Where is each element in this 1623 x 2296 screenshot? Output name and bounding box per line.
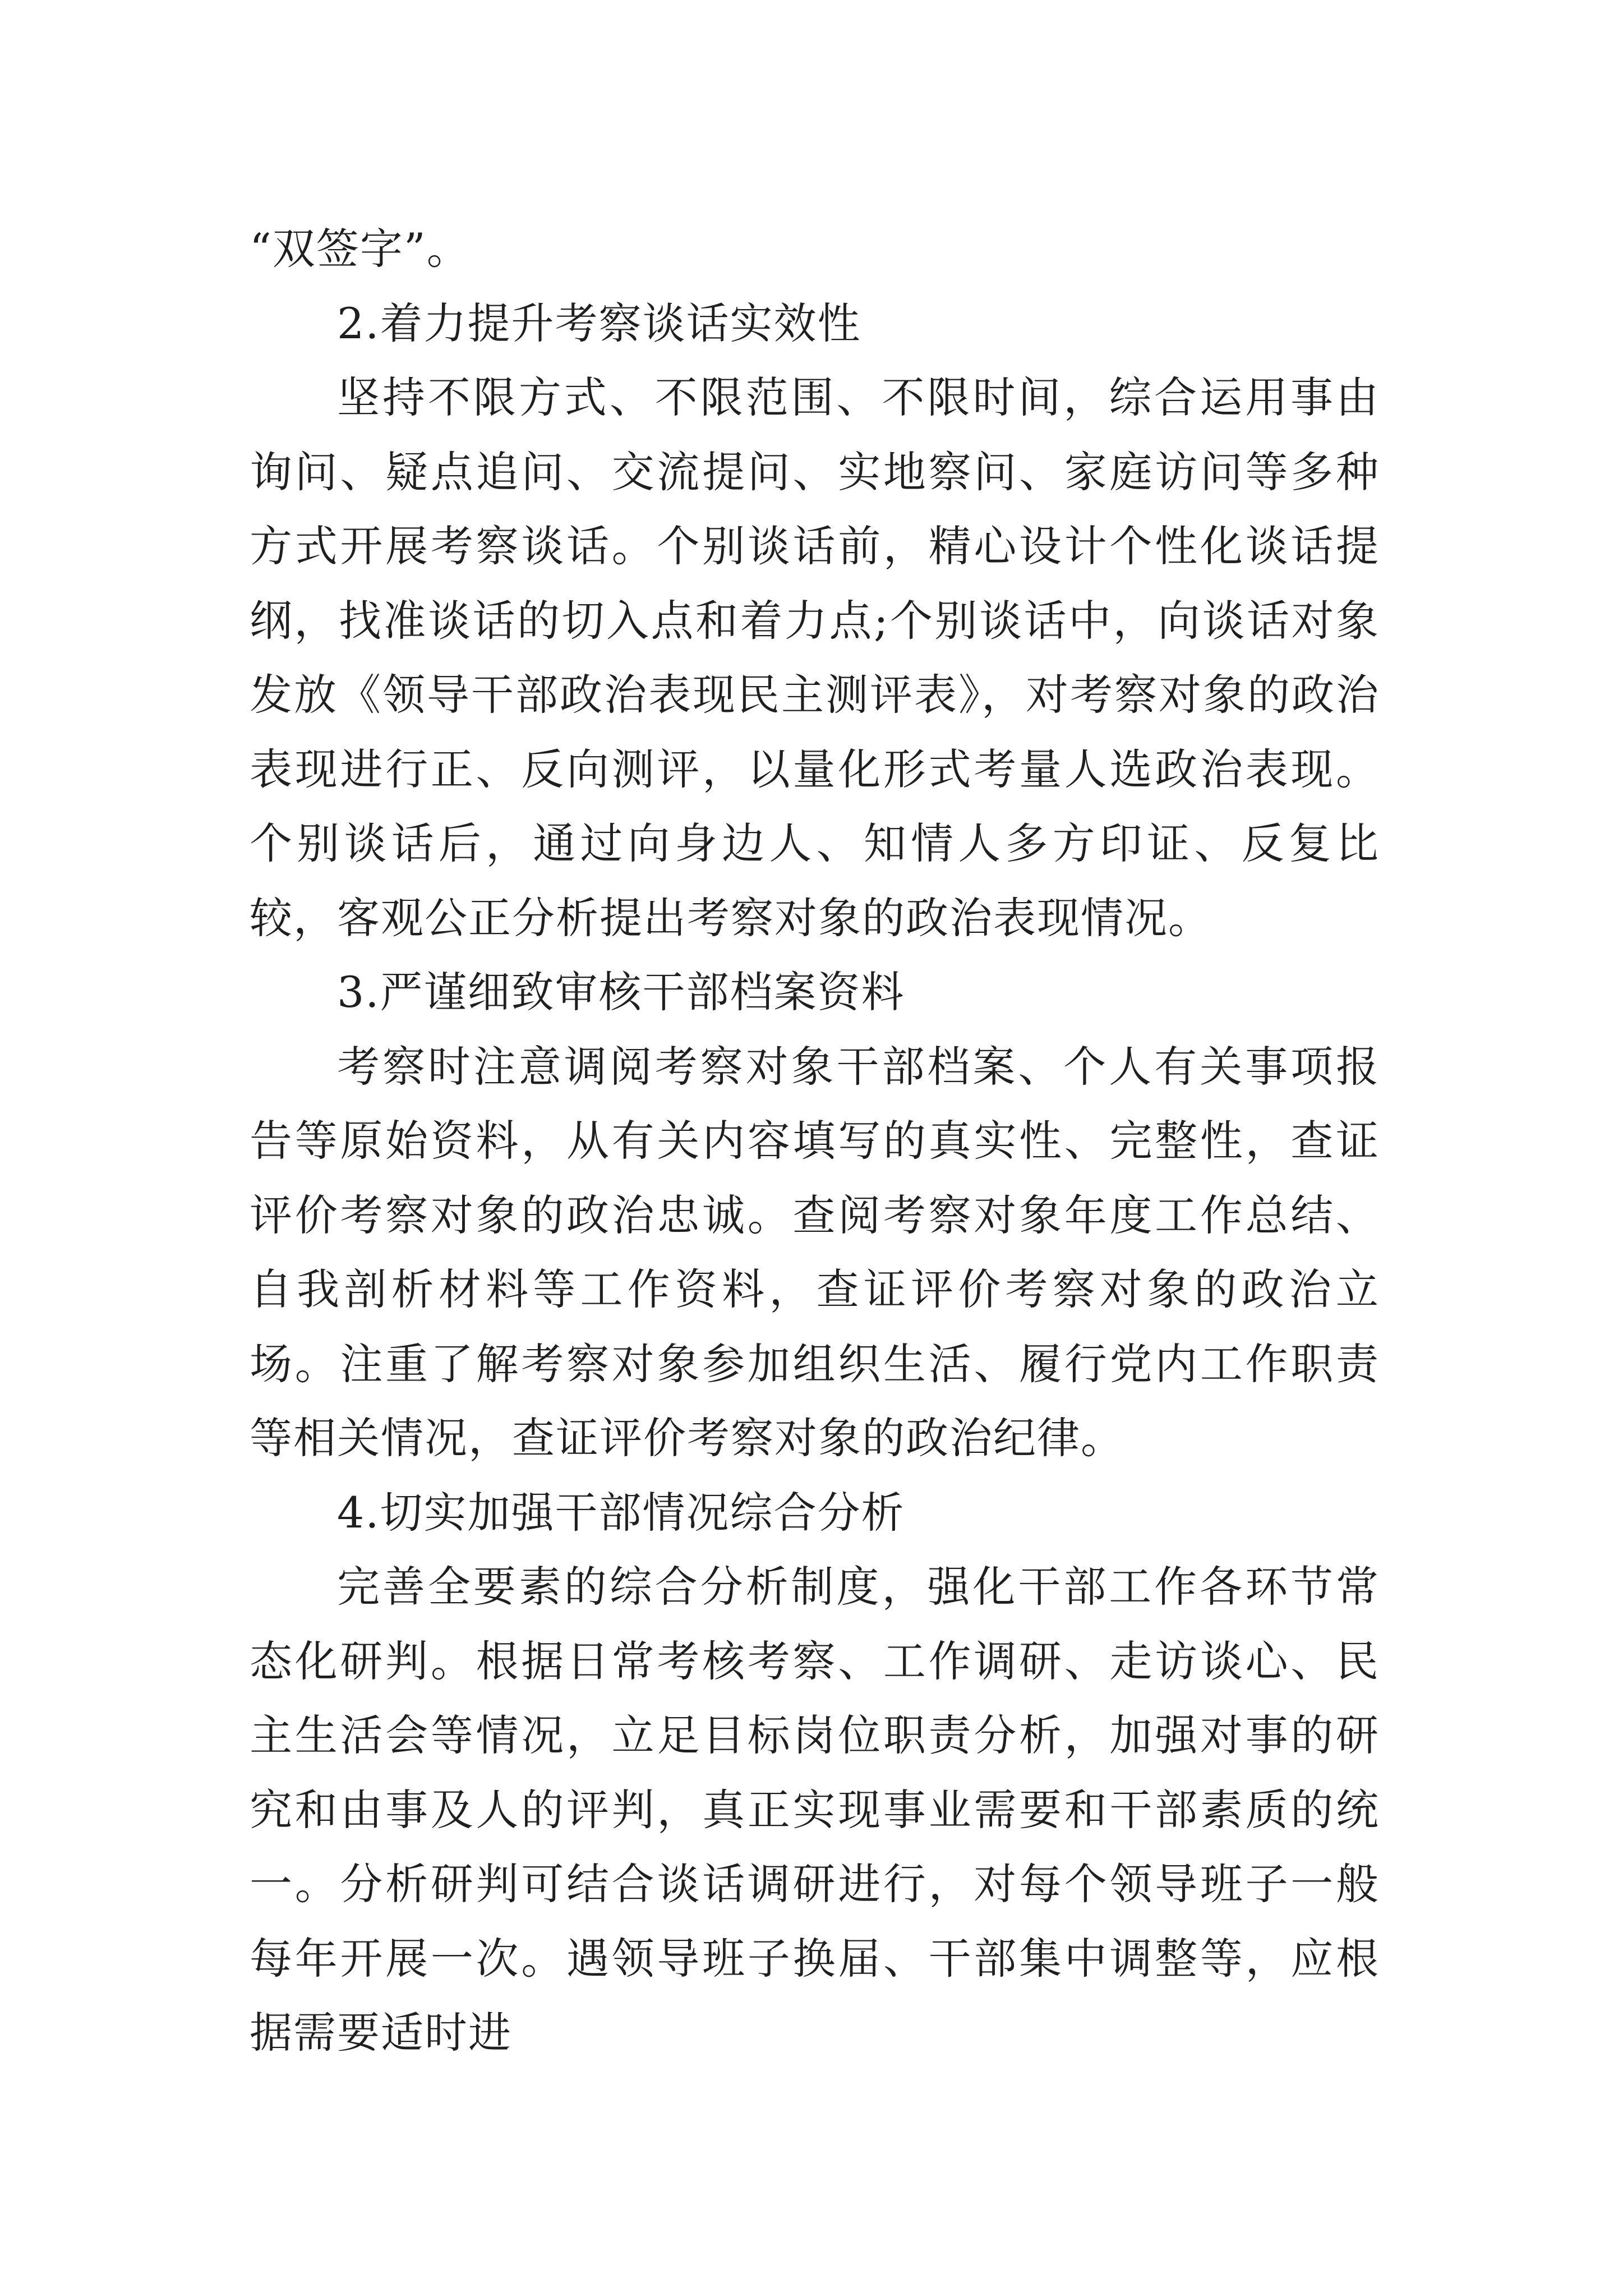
paragraph-interview-effectiveness: 坚持不限方式、不限范围、不限时间，综合运用事由询问、疑点追问、交流提问、实地察问、家庭访问等多种方式开展考察谈话。个别谈话前，精心设计个性化谈话提纲，找准谈话的切入点和着力点;个别谈话中，向谈话对象发放《领导干部政治表现民主测评表》，对考察对象的政治表现进行正、反向测评，以量化形式考量人选政治表现。个别谈话后，通过向身边人、知情人多方印证、反复比较，客观公正分析提出考察对象的政治表现情况。: [250, 372, 1380, 943]
paragraph-archive-review: 考察时注意调阅考察对象干部档案、个人有关事项报告等原始资料，从有关内容填写的真实性、完整性，查证评价考察对象的政治忠诚。查阅考察对象年度工作总结、自我剖析材料等工作资料，查证评价考察对象的政治立场。注重了解考察对象参加组织生活、履行党内工作职责等相关情况，查证评价考察对象的政治纪律。: [250, 1041, 1380, 1463]
paragraph-continuation: “双签字”。: [250, 224, 471, 274]
document-page: [250, 212, 1380, 2070]
section-heading-2: 2.着力提升考察谈话实效性: [337, 298, 861, 348]
paragraph-comprehensive-analysis: 完善全要素的综合分析制度，强化干部工作各环节常态化研判。根据日常考核考察、工作调研、走访谈心、民主生活会等情况，立足目标岗位职责分析，加强对事的研究和由事及人的评判，真正实现事业需要和干部素质的统一。分析研判可结合谈话调研进行，对每个领导班子一般每年开展一次。遇领导班子换届、干部集中调整等，应根据需要适时进: [250, 1562, 1380, 2058]
section-heading-4: 4.切实加强干部情况综合分析: [337, 1487, 905, 1538]
section-heading-3: 3.严谨细致审核干部档案资料: [337, 967, 905, 1017]
